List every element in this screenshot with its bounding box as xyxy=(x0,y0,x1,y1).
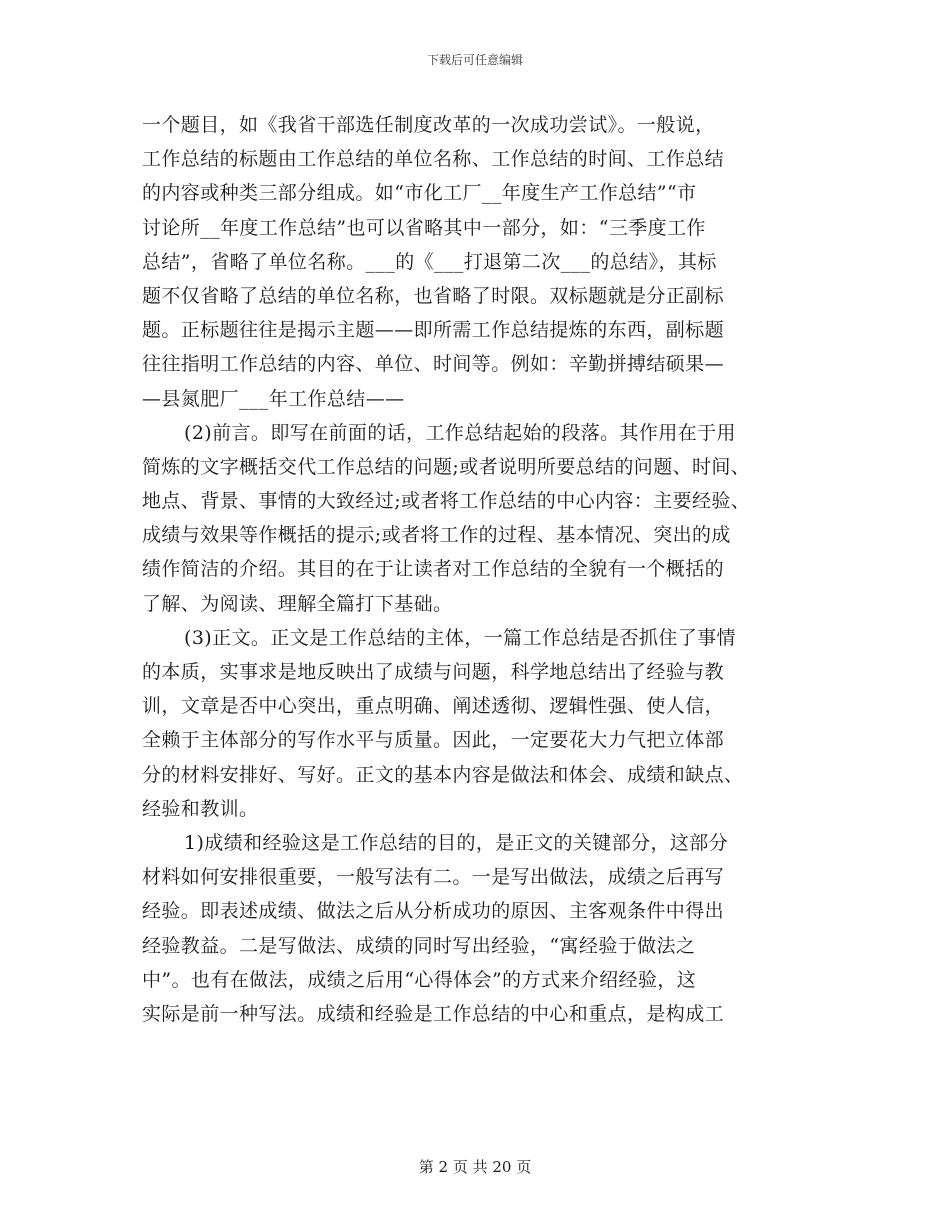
text-line: 简炼的文字概括交代工作总结的问题;或者说明所要总结的问题、时间、 xyxy=(142,455,751,478)
text-line: 绩作简洁的介绍。其目的在于让读者对工作总结的全貌有一个概括的 xyxy=(142,558,725,581)
text-line: —县氮肥厂___年工作总结—— xyxy=(142,387,405,410)
text-line: 训，文章是否中心突出，重点明确、阐述透彻、逻辑性强、使人信， xyxy=(142,695,725,718)
text-line: 中”。也有在做法，成绩之后用“心得体会”的方式来介绍经验，这 xyxy=(142,968,697,991)
text-line: 1)成绩和经验这是工作总结的目的，是正文的关键部分，这部分 xyxy=(184,831,729,854)
text-line: 工作总结的标题由工作总结的单位名称、工作总结的时间、工作总结 xyxy=(142,148,725,171)
text-line: 材料如何安排很重要，一般写法有二。一是写出做法，成绩之后再写 xyxy=(142,866,725,889)
page-footer: 第 2 页 共 20 页 xyxy=(418,1158,532,1176)
text-line: 经验教益。二是写做法、成绩的同时写出经验，“寓经验于做法之 xyxy=(142,934,696,957)
text-line: (3)正文。正文是工作总结的主体，一篇工作总结是否抓住了事情 xyxy=(184,626,736,649)
text-line: 成绩与效果等作概括的提示;或者将工作的过程、基本情况、突出的成 xyxy=(142,524,731,547)
text-line: 讨论所__年度工作总结”也可以省略其中一部分，如：“三季度工作 xyxy=(142,216,706,239)
text-line: 了解、为阅读、理解全篇打下基础。 xyxy=(142,592,453,615)
text-line: 的内容或种类三部分组成。如“市化工厂__年度生产工作总结”“市 xyxy=(142,182,697,205)
text-line: 题不仅省略了总结的单位名称，也省略了时限。双标题就是分正副标 xyxy=(142,284,725,307)
text-line: 经验。即表述成绩、做法之后从分析成功的原因、主客观条件中得出 xyxy=(142,900,725,923)
text-line: 地点、背景、事情的大致经过;或者将工作总结的中心内容：主要经验、 xyxy=(142,490,751,513)
document-body xyxy=(142,108,827,1031)
text-line: 题。正标题往往是揭示主题——即所需工作总结提炼的东西，副标题 xyxy=(142,319,725,342)
text-line: 实际是前一种写法。成绩和经验是工作总结的中心和重点，是构成工 xyxy=(142,1002,725,1025)
text-line: 全赖于主体部分的写作水平与质量。因此，一定要花大力气把立体部 xyxy=(142,729,725,752)
text-line: 分的材料安排好、写好。正文的基本内容是做法和体会、成绩和缺点、 xyxy=(142,763,744,786)
text-line: 的本质，实事求是地反映出了成绩与问题，科学地总结出了经验与教 xyxy=(142,661,725,683)
text-line: 往往指明工作总结的内容、单位、时间等。例如：辛勤拼搏结硕果— xyxy=(142,353,725,376)
page-header: 下载后可任意编辑 xyxy=(426,53,523,67)
text-line: 经验和教训。 xyxy=(142,797,259,820)
text-line: 一个题目，如《我省干部选任制度改革的一次成功尝试》。一般说， xyxy=(142,114,715,136)
text-line: (2)前言。即写在前面的话，工作总结起始的段落。其作用在于用 xyxy=(184,421,736,444)
text-line: 总结”，省略了单位名称。___的《___打退第二次___的总结》，其标 xyxy=(142,250,717,273)
